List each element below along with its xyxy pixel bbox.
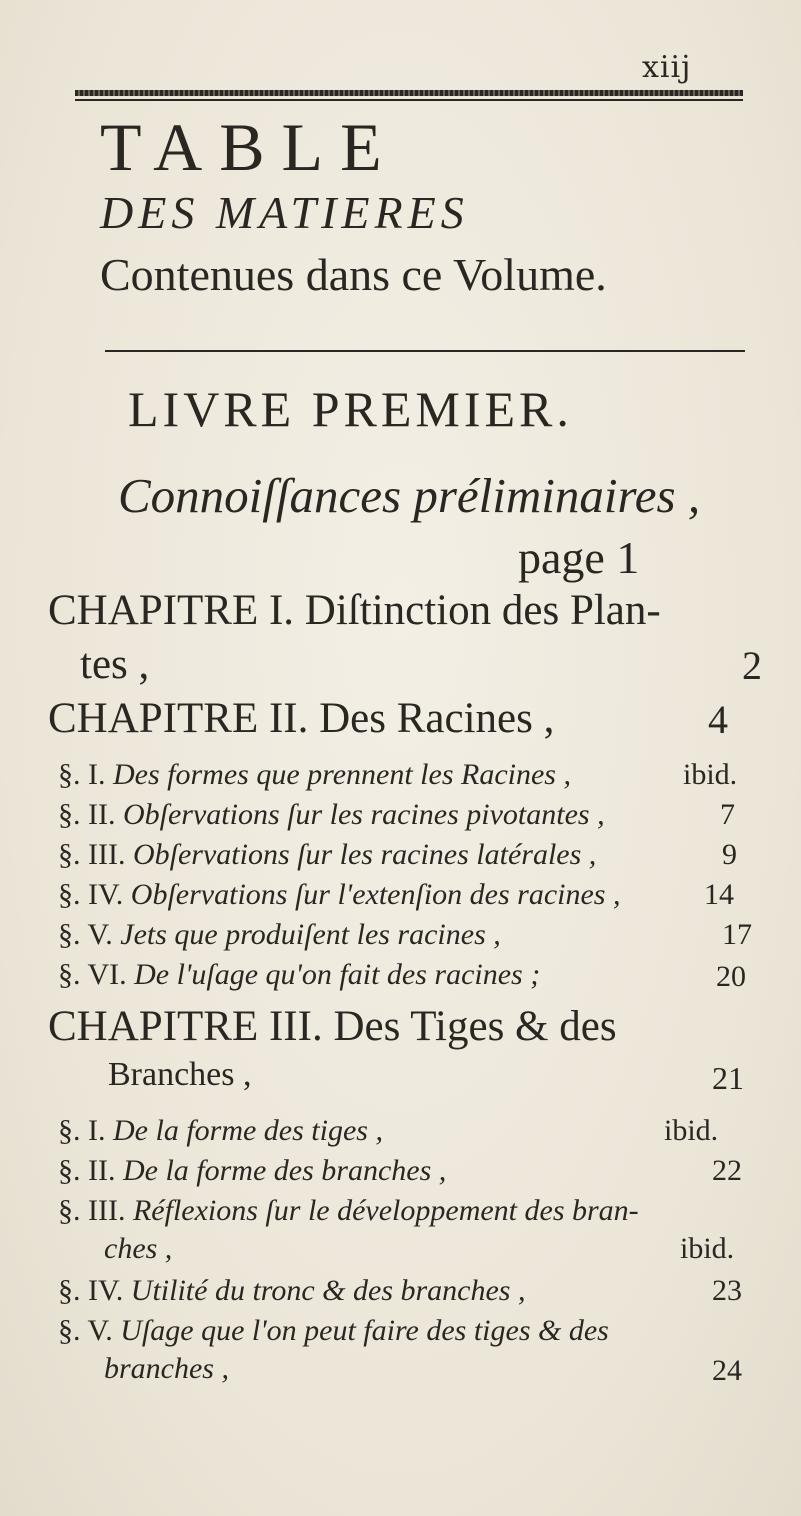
- section-page: 17: [722, 918, 752, 951]
- chapter-3-title-cont: Branches ,: [108, 1056, 252, 1093]
- section-marker: §. V.: [58, 1314, 113, 1347]
- title-table: TABLE: [100, 109, 399, 185]
- section-entry: [58, 1194, 639, 1228]
- section-entry: [58, 878, 620, 912]
- chapter-2-title: CHAPITRE II. Des Racines ,: [48, 695, 555, 742]
- section-text: De la forme des tiges ,: [113, 1114, 383, 1147]
- section-text-cont: ches ,: [104, 1232, 173, 1265]
- section-page: 22: [712, 1154, 742, 1187]
- section-entry: [58, 1114, 383, 1148]
- section-marker: §. II.: [58, 1154, 116, 1187]
- preliminaires-page: page 1: [518, 532, 640, 583]
- section-text: De l'uſage qu'on fait des racines ;: [134, 958, 541, 991]
- ornamental-rule-line: [75, 99, 743, 101]
- section-entry: [58, 838, 596, 872]
- section-text: Utilité du tronc & des branches ,: [130, 1274, 526, 1307]
- section-page: ibid.: [664, 1114, 719, 1147]
- section-page: 14: [704, 878, 734, 911]
- section-text: Uſage que l'on peut faire des tiges & des: [120, 1314, 609, 1347]
- title-des-matieres: DES MATIERES: [100, 187, 469, 238]
- section-marker: §. I.: [58, 1114, 106, 1147]
- section-entry: [58, 1314, 609, 1348]
- section-text: Obſervations ſur les racines latérales ,: [132, 838, 597, 871]
- divider-rule: [105, 350, 745, 352]
- preliminaires-entry: Connoiſſances préliminaires ,: [118, 468, 701, 523]
- section-page: 24: [712, 1354, 742, 1387]
- title-subtitle: Contenues dans ce Volume.: [100, 249, 607, 300]
- section-page: ibid.: [683, 758, 738, 791]
- section-marker: §. III.: [58, 838, 126, 871]
- section-text: De la forme des branches ,: [122, 1154, 447, 1187]
- chapter-1-title-cont: tes ,: [80, 641, 150, 688]
- chapter-2-page: 4: [708, 697, 728, 742]
- section-marker: §. II.: [58, 798, 116, 831]
- section-entry: [58, 1274, 525, 1308]
- section-text-cont: branches ,: [104, 1352, 229, 1385]
- section-entry: [58, 958, 540, 992]
- section-page: 9: [722, 838, 737, 871]
- section-marker: §. III.: [58, 1194, 126, 1227]
- section-entry: [58, 918, 501, 952]
- section-page: 20: [716, 960, 746, 993]
- section-page: 23: [712, 1274, 742, 1307]
- chapter-3-title: CHAPITRE III. Des Tiges & des: [48, 1003, 617, 1050]
- section-text: Obſervations ſur les racines pivotantes ,: [122, 798, 605, 831]
- section-entry: [58, 758, 571, 792]
- chapter-1-page: 2: [742, 643, 762, 688]
- ornamental-rule: [75, 90, 743, 96]
- section-text: Des formes que prennent les Racines ,: [113, 758, 571, 791]
- section-marker: §. VI.: [58, 958, 127, 991]
- section-text: Réflexions ſur le développement des bran-: [132, 1194, 639, 1227]
- section-entry: [58, 1154, 446, 1188]
- section-page: 7: [720, 798, 735, 831]
- section-text: Obſervations ſur l'extenſion des racines ,: [130, 878, 621, 911]
- livre-heading: LIVRE PREMIER.: [128, 381, 573, 437]
- section-marker: §. IV.: [58, 878, 124, 911]
- section-text: Jets que produiſent les racines ,: [120, 918, 501, 951]
- page-number: xiij: [642, 50, 692, 85]
- chapter-3-page: 21: [712, 1060, 744, 1096]
- section-marker: §. V.: [58, 918, 113, 951]
- section-entry: [58, 798, 605, 832]
- chapter-1-title: CHAPITRE I. Diſtinction des Plan-: [48, 587, 661, 634]
- section-page: ibid.: [680, 1232, 735, 1265]
- section-marker: §. IV.: [58, 1274, 124, 1307]
- section-marker: §. I.: [58, 758, 106, 791]
